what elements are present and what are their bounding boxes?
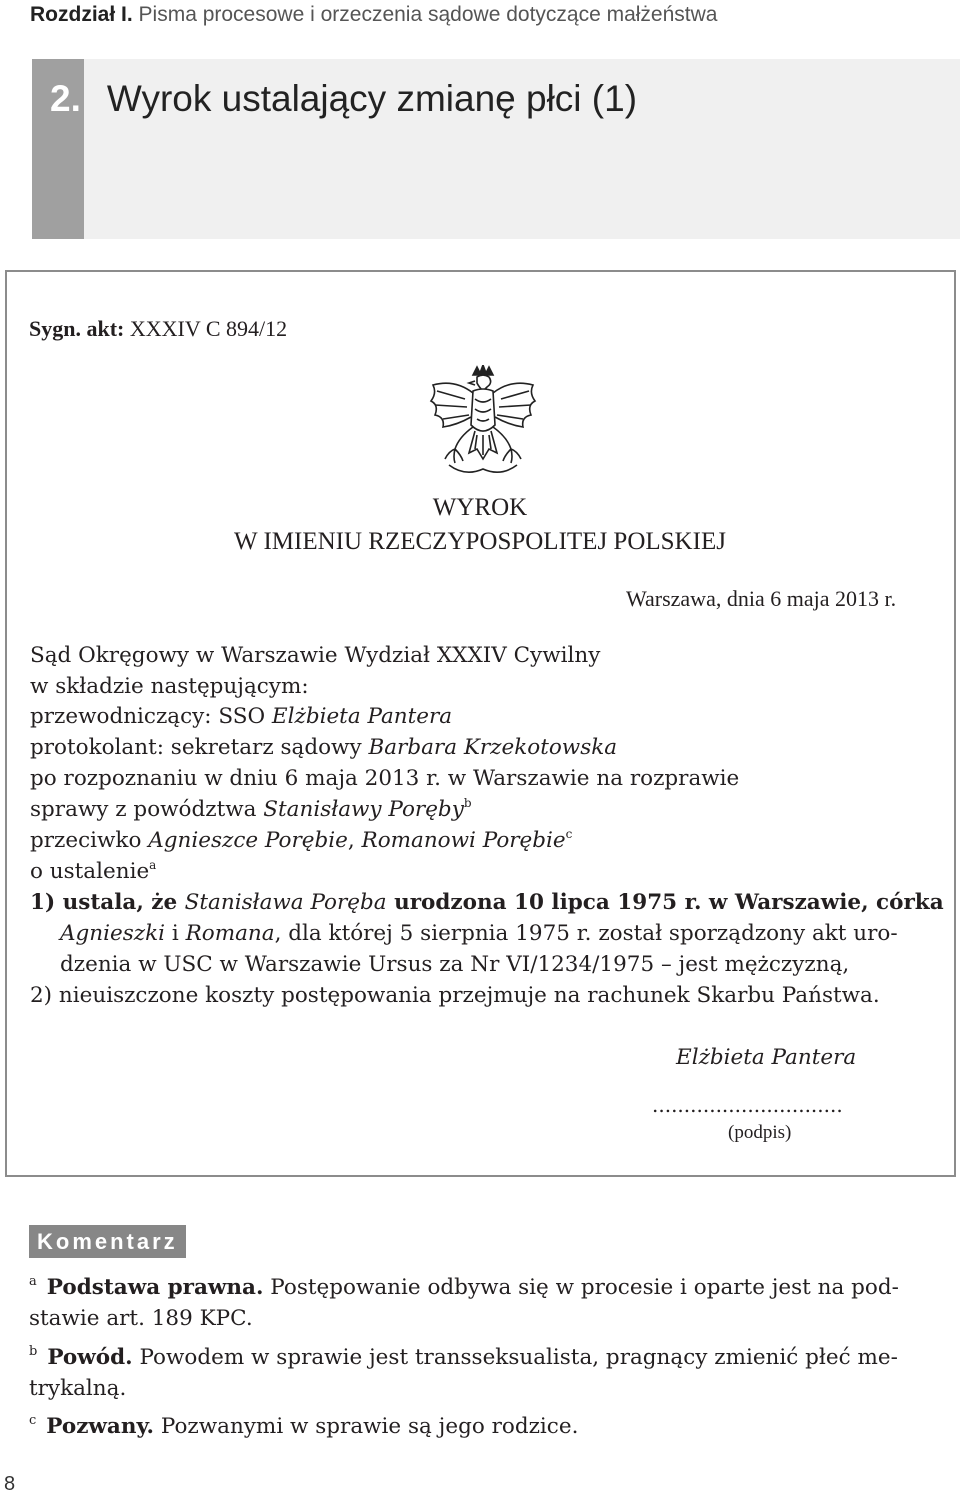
- signature-label: (podpis): [728, 1122, 792, 1143]
- commentary-note-b: [29, 1345, 898, 1370]
- ruling-1-father: Romana: [185, 921, 275, 946]
- presiding-name: Elżbieta Pantera: [271, 704, 453, 729]
- ruling-1-line-2-rest: , dla której 5 sierpnia 1975 r. został sporządzony akt uro-: [274, 921, 898, 946]
- note-ref: a: [29, 1274, 37, 1289]
- case-signature: [29, 316, 287, 342]
- commentary-note-c: [29, 1414, 578, 1439]
- signature-line: ..............................: [652, 1093, 843, 1117]
- ruling-1-mother: Agnieszki: [60, 921, 166, 946]
- chapter-title: Pisma procesowe i orzeczenia sądowe dotyczące małżeństwa: [138, 3, 718, 26]
- commentary-note-b-line-2: trykalną.: [29, 1376, 127, 1401]
- ruling-1-and: i: [165, 921, 186, 946]
- note-title: Powód.: [47, 1345, 133, 1370]
- signer-name: Elżbieta Pantera: [676, 1045, 857, 1070]
- ruling-2-line: 2) nieuiszczone koszty postępowania przejmuje na rachunek Skarbu Państwa.: [30, 983, 880, 1008]
- polish-eagle-emblem-icon: [425, 365, 541, 480]
- section-title: [50, 78, 637, 120]
- ruling-1-name: Stanisława Poręba: [184, 890, 387, 915]
- footnote-ref-c: c: [565, 827, 573, 841]
- ruling-1-line-3: dzenia w USC w Warszawie Ursus za Nr VI/1234/1975 – jest mężczyzną,: [60, 952, 850, 977]
- note-text: Postępowanie odbywa się w procesie i oparte jest na pod-: [263, 1275, 899, 1300]
- note-title: Pozwany.: [46, 1414, 155, 1439]
- claim-prefix: sprawy z powództwa: [30, 797, 264, 822]
- note-ref: c: [29, 1413, 37, 1428]
- ruling-1-prefix: 1) ustala, że: [30, 890, 185, 915]
- plaintiff-line: [30, 797, 472, 822]
- place-date: Warszawa, dnia 6 maja 2013 r.: [626, 586, 897, 611]
- subject-line: [30, 859, 156, 884]
- note-text: Powodem w sprawie jest transseksualista, pragnący zmienić płeć me-: [132, 1345, 898, 1370]
- defendants-separator: ,: [347, 828, 362, 853]
- ruling-1-line-1: [30, 890, 944, 915]
- case-signature-value: XXXIV C 894/12: [129, 316, 288, 341]
- section-number: 2.: [50, 78, 81, 119]
- clerk-line: [30, 735, 617, 760]
- page-number: 8: [4, 1473, 16, 1495]
- note-ref: b: [29, 1344, 38, 1359]
- commentary-label: Komentarz: [29, 1225, 186, 1258]
- commentary-note-a: [29, 1275, 899, 1300]
- composition-line: w składzie następującym:: [30, 674, 309, 699]
- against-prefix: przeciwko: [30, 828, 149, 853]
- court-line: Sąd Okręgowy w Warszawie Wydział XXXIV Cywilny: [30, 643, 601, 668]
- ruling-1-line-2: [60, 921, 898, 946]
- clerk-name: Barbara Krzekotowska: [368, 735, 618, 760]
- hearing-line: po rozpoznaniu w dniu 6 maja 2013 r. w Warszawie na rozprawie: [30, 766, 740, 791]
- case-signature-label: Sygn. akt:: [29, 316, 125, 341]
- subject-text: o ustalenie: [30, 859, 150, 884]
- note-text: Pozwanymi w sprawie są jego rodzice.: [154, 1414, 579, 1439]
- note-title: Podstawa prawna.: [46, 1275, 264, 1300]
- ruling-1-rest: urodzona 10 lipca 1975 r. w Warszawie, córka: [386, 890, 944, 915]
- judgment-subheading: W IMIENIU RZECZYPOSPOLITEJ POLSKIEJ: [234, 528, 726, 555]
- clerk-label: protokolant: sekretarz sądowy: [30, 735, 369, 760]
- commentary-note-a-line-2: stawie art. 189 KPC.: [29, 1306, 253, 1331]
- presiding-label: przewodniczący: SSO: [30, 704, 272, 729]
- chapter-label: Rozdział I.: [30, 3, 133, 26]
- presiding-line: [30, 704, 452, 729]
- chapter-header: [30, 3, 717, 27]
- plaintiff-name: Stanisławy Poręby: [263, 797, 464, 822]
- defendant-1: Agnieszce Porębie: [148, 828, 348, 853]
- section-title-text: Wyrok ustalający zmianę płci (1): [106, 78, 638, 119]
- defendant-2: Romanowi Porębie: [361, 828, 566, 853]
- defendants-line: [30, 828, 572, 853]
- judgment-heading: WYROK: [432, 494, 528, 521]
- footnote-ref-b: b: [463, 796, 472, 810]
- footnote-ref-a: a: [149, 858, 157, 872]
